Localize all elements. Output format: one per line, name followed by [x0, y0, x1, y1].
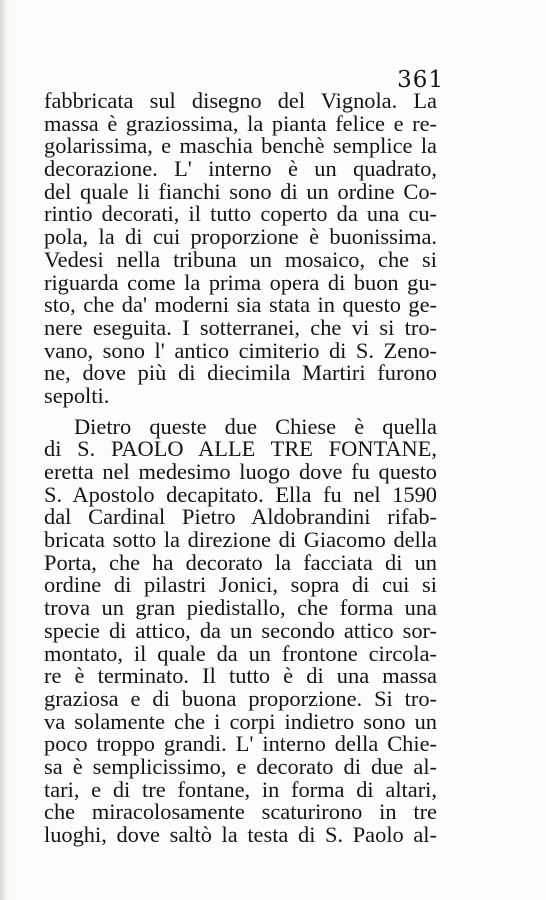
text-line: golarissima, e maschia benchè semplice la — [44, 133, 437, 159]
text-line: fabbricata sul disegno del Vignola. La — [44, 88, 437, 113]
text-line: del quale li fianchi sono di un ordine Co- — [44, 178, 437, 204]
text-line: luoghi, dove saltò la testa di S. Paolo al- — [44, 822, 437, 847]
text-line: va solamente che i corpi indietro sono un — [44, 708, 437, 734]
text-line: riguarda come la prima opera di buon gu- — [44, 269, 437, 295]
text-line: sto, che da' moderni sia stata in questo ge- — [44, 292, 437, 318]
text-line: Dietro queste due Chiese è quella — [74, 413, 437, 439]
paragraph-2 — [44, 413, 437, 847]
text-line: di S. PAOLO ALLE TRE FONTANE, — [44, 436, 437, 462]
text-line: trova un gran piedistallo, che forma una — [44, 595, 437, 621]
text-line: dal Cardinal Pietro Aldobrandini rifab- — [44, 504, 437, 530]
text-line: bricata sotto la direzione di Giacomo della — [44, 527, 437, 553]
paragraph-1 — [44, 90, 437, 408]
text-line: pola, la di cui proporzione è buonissima. — [44, 224, 437, 250]
text-line: rintio decorati, il tutto coperto da una cu- — [44, 201, 437, 227]
text-line: nere eseguita. I sotterranei, che vi si tro- — [44, 314, 437, 340]
text-line: sa è semplicissimo, e decorato di due al- — [44, 753, 437, 779]
text-line: che miracolosamente scaturirono in tre — [44, 799, 437, 825]
text-line: eretta nel medesimo luogo dove fu questo — [44, 459, 437, 484]
text-line: S. Apostolo decapitato. Ella fu nel 1590 — [44, 481, 437, 507]
text-line: graziosa e di buona proporzione. Si tro- — [44, 685, 437, 711]
text-line: ordine di pilastri Jonici, sopra di cui si — [44, 572, 437, 598]
text-line: sepolti. — [44, 382, 110, 408]
text-line: montato, il quale da un frontone circola- — [44, 640, 437, 666]
text-line: Porta, che ha decorato la facciata di un — [44, 549, 437, 575]
text-line: Vedesi nella tribuna un mosaico, che si — [44, 246, 437, 272]
text-line: vano, sono l' antico cimiterio di S. Zeno- — [44, 337, 437, 363]
body-text — [44, 90, 437, 847]
text-line: decorazione. L' interno è un quadrato, — [44, 156, 437, 182]
text-line: ne, dove più di diecimila Martiri furono — [44, 360, 437, 386]
text-line: tari, e di tre fontane, in forma di altari, — [44, 776, 437, 802]
text-line: re è terminato. Il tutto è di una massa — [44, 663, 437, 689]
text-line: poco troppo grandi. L' interno della Chie- — [44, 731, 437, 757]
page-edge-shadow — [0, 0, 10, 900]
text-line: specie di attico, da un secondo attico sor- — [44, 617, 437, 643]
text-line: massa è graziossima, la pianta felice e re- — [44, 110, 437, 136]
page-number: 361 — [397, 67, 444, 93]
